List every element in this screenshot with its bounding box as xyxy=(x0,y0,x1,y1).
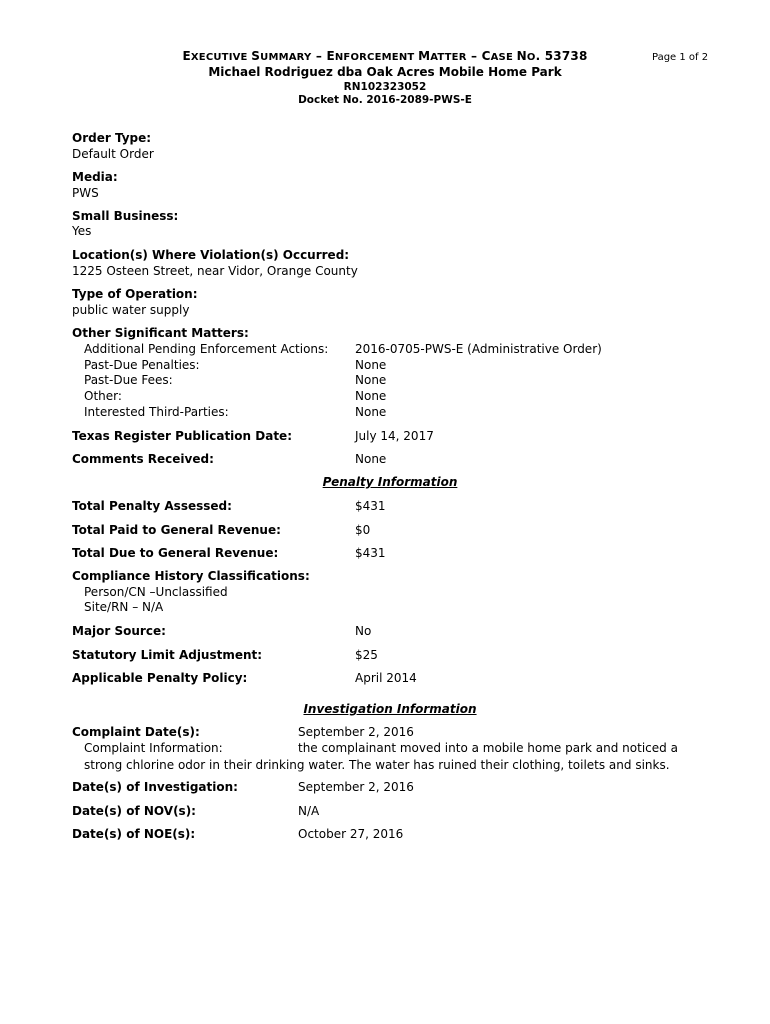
comments-label: Comments Received: xyxy=(72,452,214,466)
publication-date-value: July 14, 2017 xyxy=(355,429,434,443)
investigation-section-heading: Investigation Information xyxy=(303,702,477,716)
compliance-person: Person/CN –Unclassified xyxy=(84,585,228,599)
complaint-info-line1: the complainant moved into a mobile home park and noticed a xyxy=(298,741,678,755)
nov-date-value: N/A xyxy=(298,804,320,818)
small-business-value: Yes xyxy=(72,224,92,238)
comments-value: None xyxy=(355,452,387,466)
noe-date-label: Date(s) of NOE(s): xyxy=(72,827,196,841)
media-value: PWS xyxy=(72,186,99,200)
investigation-date-value: September 2, 2016 xyxy=(298,780,414,794)
third-parties-value: None xyxy=(355,405,387,419)
complaint-info-label: Complaint Information: xyxy=(84,741,223,755)
docket-number: Docket No. 2016-2089-PWS-E xyxy=(298,94,472,106)
other-label: Other: xyxy=(84,389,122,403)
order-type-value: Default Order xyxy=(72,147,154,161)
third-parties-label: Interested Third-Parties: xyxy=(84,405,229,419)
document-title: EXECUTIVE SUMMARY – ENFORCEMENT MATTER – CASE NO. 53738 xyxy=(182,49,588,63)
page-number: Page 1 of 2 xyxy=(652,52,709,63)
respondent-name: Michael Rodriguez dba Oak Acres Mobile Home Park xyxy=(208,65,562,79)
penalty-assessed-label: Total Penalty Assessed: xyxy=(72,499,232,513)
complaint-info-line2: strong chlorine odor in their drinking water. The water has ruined their clothing, toilets and sinks. xyxy=(84,758,670,772)
operation-value: public water supply xyxy=(72,303,190,317)
penalty-policy-label: Applicable Penalty Policy: xyxy=(72,671,248,685)
pending-actions-value: 2016-0705-PWS-E (Administrative Order) xyxy=(355,342,602,356)
other-matters-label: Other Significant Matters: xyxy=(72,326,249,340)
small-business-label: Small Business: xyxy=(72,209,179,223)
past-due-fees-label: Past-Due Fees: xyxy=(84,373,173,387)
location-label: Location(s) Where Violation(s) Occurred: xyxy=(72,248,350,262)
past-due-penalties-label: Past-Due Penalties: xyxy=(84,358,200,372)
pending-actions-label: Additional Pending Enforcement Actions: xyxy=(84,342,329,356)
penalty-section-heading: Penalty Information xyxy=(322,475,458,489)
nov-date-label: Date(s) of NOV(s): xyxy=(72,804,196,818)
compliance-site: Site/RN – N/A xyxy=(84,600,164,614)
order-type-label: Order Type: xyxy=(72,131,152,145)
statutory-limit-label: Statutory Limit Adjustment: xyxy=(72,648,263,662)
past-due-fees-value: None xyxy=(355,373,387,387)
penalty-policy-value: April 2014 xyxy=(355,671,417,685)
complaint-date-label: Complaint Date(s): xyxy=(72,725,200,739)
compliance-label: Compliance History Classifications: xyxy=(72,569,310,583)
publication-date-label: Texas Register Publication Date: xyxy=(72,429,292,443)
noe-date-value: October 27, 2016 xyxy=(298,827,404,841)
other-value: None xyxy=(355,389,387,403)
penalty-assessed-value: $431 xyxy=(355,499,386,513)
paid-revenue-value: $0 xyxy=(355,523,371,537)
major-source-label: Major Source: xyxy=(72,624,166,638)
media-label: Media: xyxy=(72,170,118,184)
location-value: 1225 Osteen Street, near Vidor, Orange County xyxy=(72,264,358,278)
past-due-penalties-value: None xyxy=(355,358,387,372)
paid-revenue-label: Total Paid to General Revenue: xyxy=(72,523,281,537)
major-source-value: No xyxy=(355,624,372,638)
operation-label: Type of Operation: xyxy=(72,287,198,301)
due-revenue-label: Total Due to General Revenue: xyxy=(72,546,279,560)
investigation-date-label: Date(s) of Investigation: xyxy=(72,780,238,794)
statutory-limit-value: $25 xyxy=(355,648,378,662)
rn-number: RN102323052 xyxy=(343,81,427,93)
due-revenue-value: $431 xyxy=(355,546,386,560)
complaint-date-value: September 2, 2016 xyxy=(298,725,414,739)
